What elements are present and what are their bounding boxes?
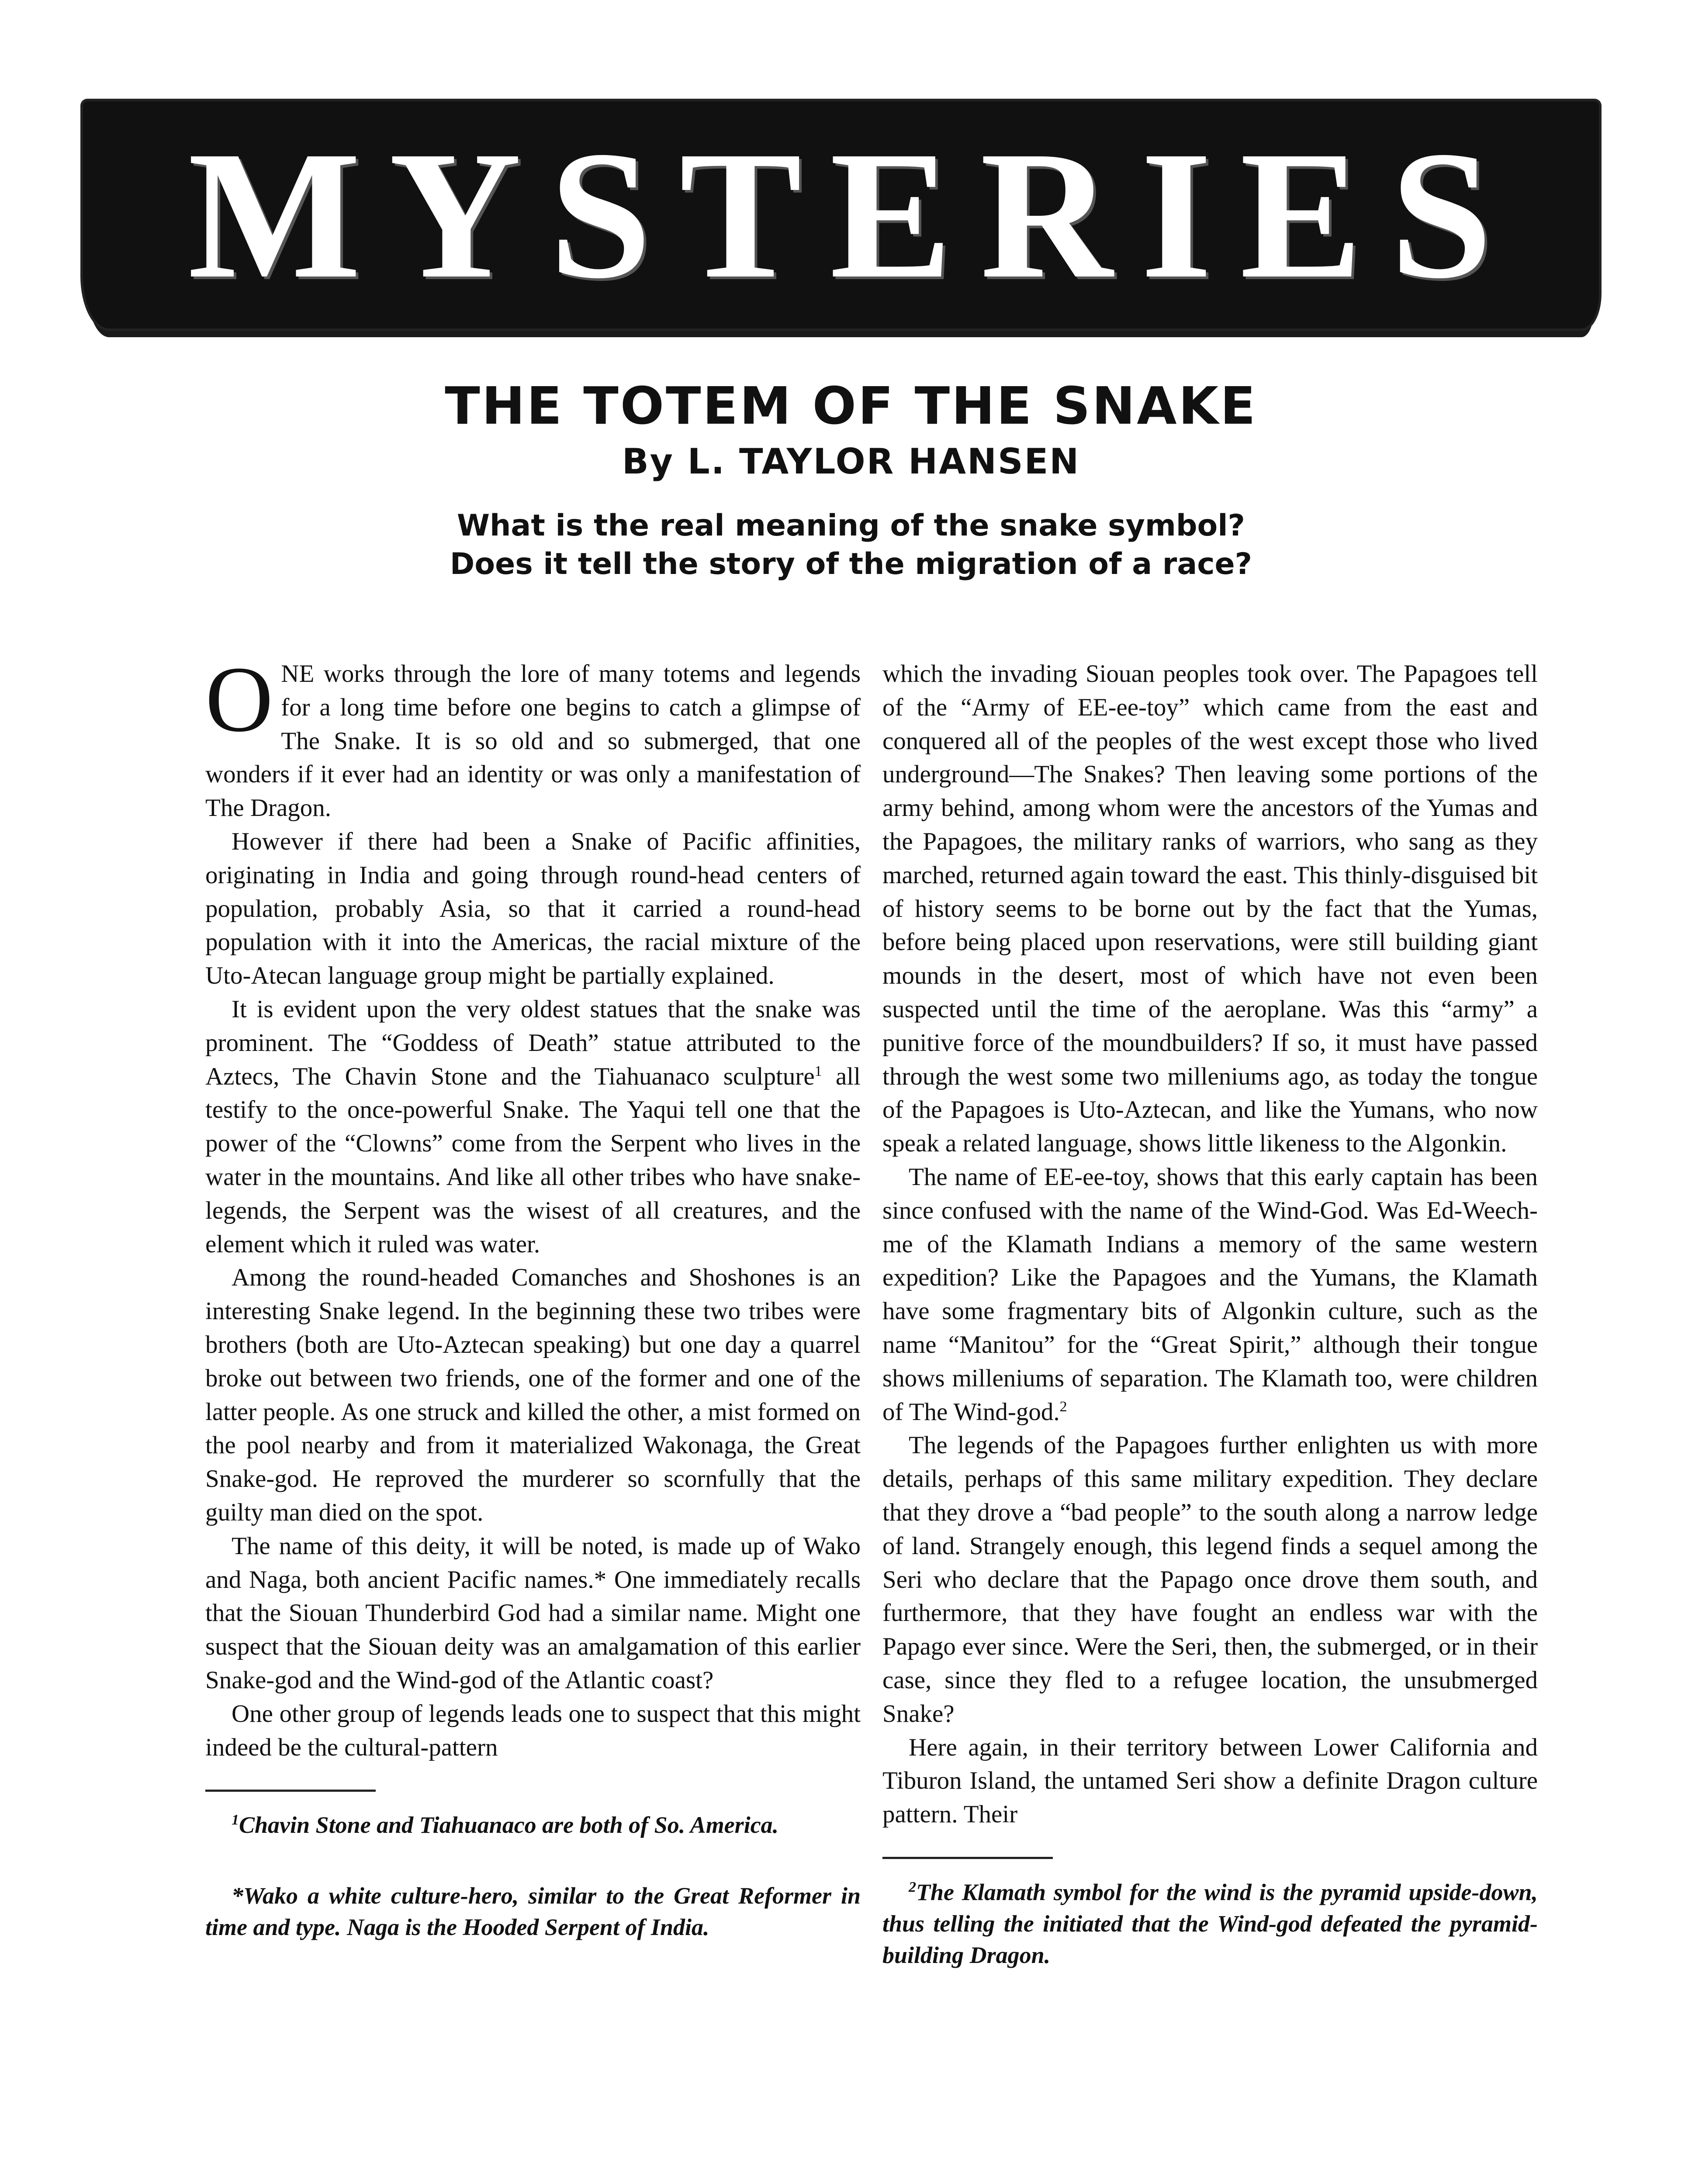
article-deck: [0, 507, 1702, 584]
footnote-asterisk: *Wako a white culture-hero, similar to the Great Reformer in time and type. Naga is the Hooded Serpent of India.: [205, 1883, 861, 1941]
paragraph-8-text: The name of EE-ee-toy, shows that this early captain has been since confused with the name of the Wind-God. Was Ed-Weech-me of the Klamath Indians a memory of the same western expedition? Like the Papagoes and the Yumans, the Klamath have some fragmentary bits of Algonkin culture, such as the name “Manitou” for the “Great Spirit,” although their tongue shows milleniums of separation. The Klamath too, were children of The Wind-god.: [882, 1163, 1538, 1426]
right-column: [882, 657, 1538, 1971]
paragraph-4: Among the round-headed Comanches and Shoshones is an interesting Snake legend. In the beginning these two tribes were brothers (both are Uto-Aztecan speaking) but one day a quarrel broke out between two friends, one of the former and one of the latter people. As one struck and killed the other, a mist formed on the pool nearby and from it materialized Wakonaga, the Great Snake-god. He reproved the murderer so scornfully that the guilty man died on the spot.: [205, 1264, 861, 1526]
left-column: [205, 647, 861, 1943]
drop-cap: O: [205, 647, 273, 751]
footnote-ref-1: 1: [814, 1063, 822, 1079]
footnote-1-text: Chavin Stone and Tiahuanaco are both of So. America.: [239, 1812, 779, 1838]
footnote-ref-2: 2: [1059, 1398, 1067, 1415]
footnote-1-mark: 1: [232, 1812, 239, 1828]
paragraph-2: However if there had been a Snake of Pacific affinities, originating in India and going through round-head centers of population, probably Asia, so that it carried a round-head population with it into the Americas, the racial mixture of the Uto-Atecan language group might be partially explained.: [205, 827, 861, 990]
paragraph-8: [882, 1161, 1538, 1429]
paragraph-3-text-b: all testify to the once-powerful Snake. The Yaqui tell one that the power of the “Clowns” come from the Serpent who lives in the water in the mountains. And like all other tribes who have snake-legends, the Serpent was the wisest of all creatures, and the element which it ruled was water.: [205, 1062, 861, 1258]
footnote-2-text: The Klamath symbol for the wind is the pyramid upside-down, thus telling the initiated that the Wind-god defeated the pyramid-building Dragon.: [882, 1879, 1538, 1968]
deck-line-2: Does it tell the story of the migration of a race?: [450, 547, 1252, 581]
paragraph-3: [205, 993, 861, 1261]
mysteries-banner: [83, 101, 1599, 328]
deck-line-1: What is the real meaning of the snake symbol?: [457, 508, 1245, 543]
paragraph-3-text-a: It is evident upon the very oldest statues that the snake was prominent. The “Goddess of Death” statue attributed to the Aztecs, The Chavin Stone and the Tiahuanaco sculpture: [205, 995, 861, 1090]
footnote-2-mark: 2: [909, 1879, 916, 1895]
article-byline: By L. TAYLOR HANSEN: [622, 441, 1080, 482]
article-title: THE TOTEM OF THE SNAKE: [445, 376, 1257, 436]
paragraph-1-text: NE works through the lore of many totems and legends for a long time before one begins to catch a glimpse of The Snake. It is so old and so submerged, that one wonders if it ever had an identity or was only a manifestation of The Dragon.: [205, 660, 861, 822]
banner-text: MYSTERIES: [187, 113, 1521, 316]
paragraph-6: One other group of legends leads one to suspect that this might indeed be the cultural-pattern: [205, 1700, 861, 1761]
paragraph-7: which the invading Siouan peoples took over. The Papagoes tell of the “Army of EE-ee-toy” which came from the east and conquered all of the peoples of the west except those who lived underground—The Snakes? Then leaving some portions of the army behind, among whom were the ancestors of the Yumas and the Papagoes, the military ranks of warriors, who sang as they marched, returned again toward the east. This thinly-disguised bit of history seems to be borne out by the fact that the Yumas, before being placed upon reservations, were still building giant mounds in the desert, most of which have not even been suspected until the time of the aeroplane. Was this “army” a punitive force of the moundbuilders? If so, it must have passed through the west some two milleniums ago, as today the tongue of the Papagoes is Uto-Aztecan, and like the Yumans, who now speak a related language, shows little likeness to the Algonkin.: [882, 660, 1538, 1158]
footnote-rule-right: [882, 1857, 1053, 1859]
footnote-2: [882, 1876, 1538, 1971]
paragraph-5: The name of this deity, it will be noted, is made up of Wako and Naga, both ancient Pacific names.* One immediately recalls that the Siouan Thunderbird God had a similar name. Might one suspect that the Siouan deity was an amalgamation of this earlier Snake-god and the Wind-god of the Atlantic coast?: [205, 1532, 861, 1694]
paragraph-10: Here again, in their territory between Lower California and Tiburon Island, the untamed Seri show a definite Dragon culture pattern. Their: [882, 1733, 1538, 1828]
footnote-rule: [205, 1790, 376, 1792]
paragraph-1: [205, 647, 861, 825]
footnote-1: [205, 1809, 861, 1841]
paragraph-9: The legends of the Papagoes further enlighten us with more details, perhaps of this same military expedition. They declare that they drove a “bad people” to the south along a narrow ledge of land. Strangely enough, this legend finds a sequel among the Seri who declare that the Papago once drove them south, and furthermore, that they have fought an endless war with the Papago ever since. Were the Seri, then, the submerged, or in their case, since they fled to a refugee location, the unsubmerged Snake?: [882, 1431, 1538, 1728]
